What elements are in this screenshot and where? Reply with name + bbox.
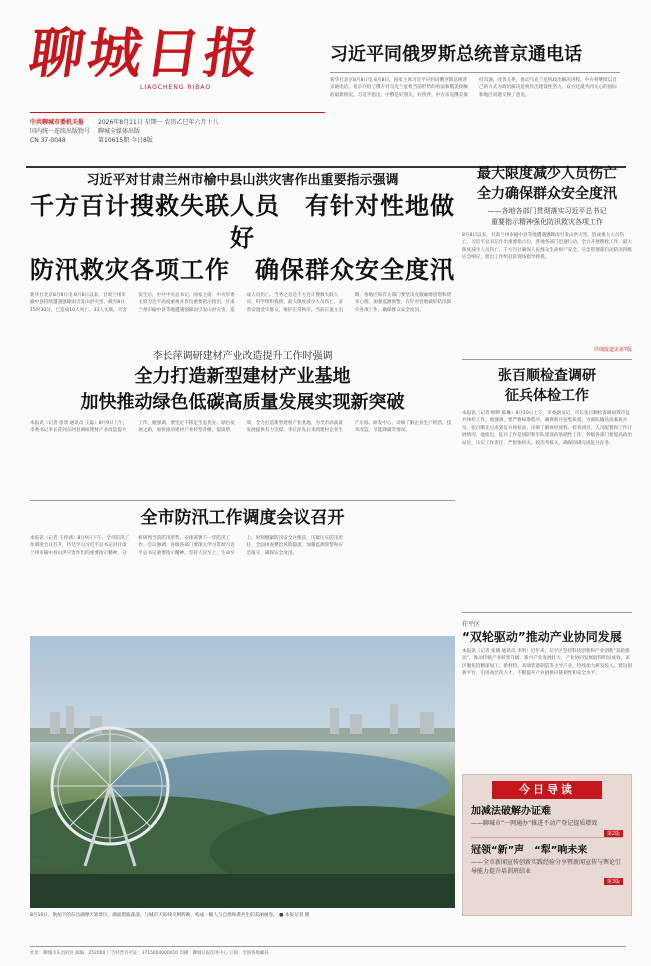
serial-number: CN 37-0048: [30, 137, 66, 144]
jump-link[interactable]: 详细报道见第7版: [593, 347, 632, 353]
lake-ferris-wheel-photo[interactable]: [30, 636, 455, 908]
foreground-trees: [30, 874, 455, 908]
right-headline-1b[interactable]: 全力确保群众安全度汛: [477, 186, 617, 202]
guide-item[interactable]: [463, 838, 631, 885]
right-body-2: 本报讯（记者 柳婷 陈琳）8月10日上午，市委副书记、市长张百顺检查调研我市征兵体检工作。他强调，要严格标准程序，确保新兵征集质量，为部队输送高素质兵员。张百顺先后来到征兵体检站，详细了解体检流程、检查项目、人员配置和工作开展情况。他指出，征兵工作是国防和军队建设的基础性工作，各级各部门要提高政治站位，压实工作责任，严把体检关、政治考核关，确保圆满完成征兵任务。: [462, 411, 632, 446]
top-story-headline[interactable]: 习近平同俄罗斯总统普京通电话: [330, 42, 620, 73]
second-kicker: 李长萍调研建材产业改造提升工作时强调: [152, 351, 333, 362]
logo-pinyin: LIAOCHENG RIBAO: [140, 84, 212, 91]
newspaper-logo: 聊城日报: [25, 21, 267, 85]
issue-info: [30, 118, 326, 158]
right-headline-3[interactable]: “双轮驱动”推动产业协同发展: [462, 630, 622, 644]
right-divider-2: [462, 612, 632, 613]
right-headline-1a[interactable]: 最大限度减少人员伤亡: [477, 166, 617, 182]
date-info: [98, 118, 326, 145]
caption-credit: ■ 本报记者 摄: [279, 913, 310, 918]
right-kicker-3: 茌平区: [462, 621, 481, 628]
info-divider: [30, 112, 325, 113]
guide-item-subhead: ——全市新闻宣传创新实践经验分享暨新闻宣传与舆论引导能力提升培训班结业: [471, 859, 622, 875]
guide-item-page[interactable]: 第3版: [604, 878, 623, 885]
second-headline-line-1[interactable]: 全力打造新型建材产业基地: [134, 366, 351, 387]
serial-label: 国内统一连续出版物号: [30, 128, 91, 135]
lead-headline-line-1[interactable]: 千方百计搜救失联人员 有针对性地做好: [30, 191, 455, 252]
second-body: 本报讯（记者 张景 通讯员 王磊）8月9日上午，市委书记李长萍到东阿县调研建材产业改造提升工作。她强调，要坚定不移走生态优先、绿色发展之路，加快推动建材产业转型升级、提质增效，全力打造新型建材产业基地，为全市高质量发展提供有力支撑。李长萍先后来到建材企业生产车间、研发中心，详细了解企业生产经营、技术改造、节能降碳等情况。: [30, 421, 452, 434]
caption-text: 8月10日，航拍下的东昌湖摩天轮景区，湖面碧波荡漾，与城市天际线交相辉映，构成一幅人与自然和谐共生的美丽画卷。: [30, 913, 278, 918]
lead-headline-line-2[interactable]: 防汛救灾各项工作 确保群众安全度汛: [30, 255, 455, 284]
third-story[interactable]: [30, 500, 455, 647]
photo-illustration: [30, 636, 455, 908]
top-story[interactable]: [330, 42, 620, 155]
right-body-3: 本报讯（记者 张晓 通讯员 李明）近年来，茌平区坚持科技创新和产业创新“双轮驱动”，推动传统产业转型升级、新兴产业发展壮大，产业协同发展取得明显成效。该区聚焦铝精深加工、新材料、高端装备制造等主导产业，持续加大研发投入，建设创新平台，引进高层次人才，不断提升产业链供应链韧性和安全水平。: [462, 649, 632, 677]
lead-kicker: 习近平对甘肃兰州市榆中县山洪灾害作出重要指示强调: [86, 173, 399, 188]
today-guide: [462, 774, 632, 916]
issue-date: 2026年8月11日 星期一 农历乙巳年六月十八: [98, 119, 219, 126]
guide-item-page[interactable]: 第2版: [604, 830, 623, 837]
guide-item-headline[interactable]: 加减法破解办证难: [471, 806, 551, 817]
right-divider-1: [462, 359, 632, 360]
right-subhead-1b: 重要指示精神强化防汛救灾各项工作: [491, 218, 603, 226]
lead-story[interactable]: [30, 172, 455, 374]
publisher-name: 中共聊城市委机关报: [30, 119, 85, 126]
right-headline-2b[interactable]: 征兵体检工作: [505, 388, 589, 404]
second-story[interactable]: [30, 350, 455, 516]
right-headline-2a[interactable]: 张百顺检查调研: [498, 368, 596, 384]
second-headline-line-2[interactable]: 加快推动绿色低碳高质量发展实现新突破: [80, 392, 405, 413]
page-footer: 社址：聊城市东昌府区 邮编：252000 广告经营许可证：3715004000010 印刷：聊城日报印务中心 订阅：全国各地邮局: [30, 946, 626, 956]
guide-item-subhead: ——聊城市“一网通办”推进不动产登记提质增效: [471, 820, 598, 827]
guide-item-headline[interactable]: 冠领“新”声 “犁”响未来: [471, 845, 588, 856]
top-story-body: 新华社北京8月8日电 8月8日，国家主席习近平应约同俄罗斯总统普京通电话。普京介绍了俄方对乌克兰危机当前形势的看法和俄美接触的最新情况。习近平指出，中俄是好朋友、好伙伴。中方乐见俄美保持沟通，改善关系，推动乌克兰危机政治解决进程。中方将继续以自己的方式为政治解决危机作出建设性努力。双方还就共同关心的国际和地区问题交换了意见。: [330, 78, 617, 98]
third-headline[interactable]: 全市防汛工作调度会议召开: [30, 500, 455, 531]
issue-number: 第10615期 今日8版: [98, 137, 153, 144]
issue-edition: 聊城全媒体出版: [98, 128, 141, 135]
masthead: [25, 21, 320, 100]
right-column: [462, 160, 632, 818]
right-body-1: 8月8日以来，甘肃兰州市榆中县等地遭遇强降雨引发山洪灾害，造成重大人员伤亡。习近平总书记作出重要指示后，各地各部门迅速行动，全力开展搜救工作，最大限度减少人员伤亡，千方百计确保人民群众生命财产安全。应急管理部启动防汛四级应急响应，派出工作组赶赴现场指导救援。: [462, 233, 632, 261]
guide-item[interactable]: [463, 799, 631, 837]
right-subhead-1a: ——各地各部门贯彻落实习近平总书记: [487, 207, 607, 215]
lead-body: 新华社北京8月8日电 8月8日以来，甘肃兰州市榆中县持续遭遇强降雨引发山洪灾害，截至8日15时30分，已造成10人死亡、33人失联。灾害发生后，中共中央总书记、国家主席、中央军委主席习近平高度重视并作出重要指示指出，甘肃兰州市榆中县等地遭遇强降雨引发山洪灾害，造成人员伤亡。当务之急是千方百计搜救失联人员，科学组织救援，最大限度减少人员伤亡，妥善安置受灾群众，维护正常秩序。当前正值主汛期，各地区和有关部门要坚决克服麻痹思想和侥幸心理，加强监测预警，有针对性地做好防汛救灾各项工作，确保群众安全度汛。: [30, 293, 452, 313]
guide-title: 今日导读: [492, 781, 602, 799]
publisher-info: [30, 118, 90, 145]
photo-caption: [30, 912, 455, 919]
third-body: 本报讯（记者 王梓涵）8月9日下午，全市防汛工作调度会议召开，传达学习习近平总书记对甘肃兰州市榆中县山洪灾害作出的重要指示精神，分析研判当前防汛形势，安排部署下一步防汛工作。会议强调，各级各部门要深入学习贯彻习近平总书记重要指示精神，坚持人民至上、生命至上，时刻绷紧防汛安全这根弦，压紧压实防汛责任，全面排查整治风险隐患，加强监测预警和应急值守，确保安全度汛。: [30, 536, 343, 556]
